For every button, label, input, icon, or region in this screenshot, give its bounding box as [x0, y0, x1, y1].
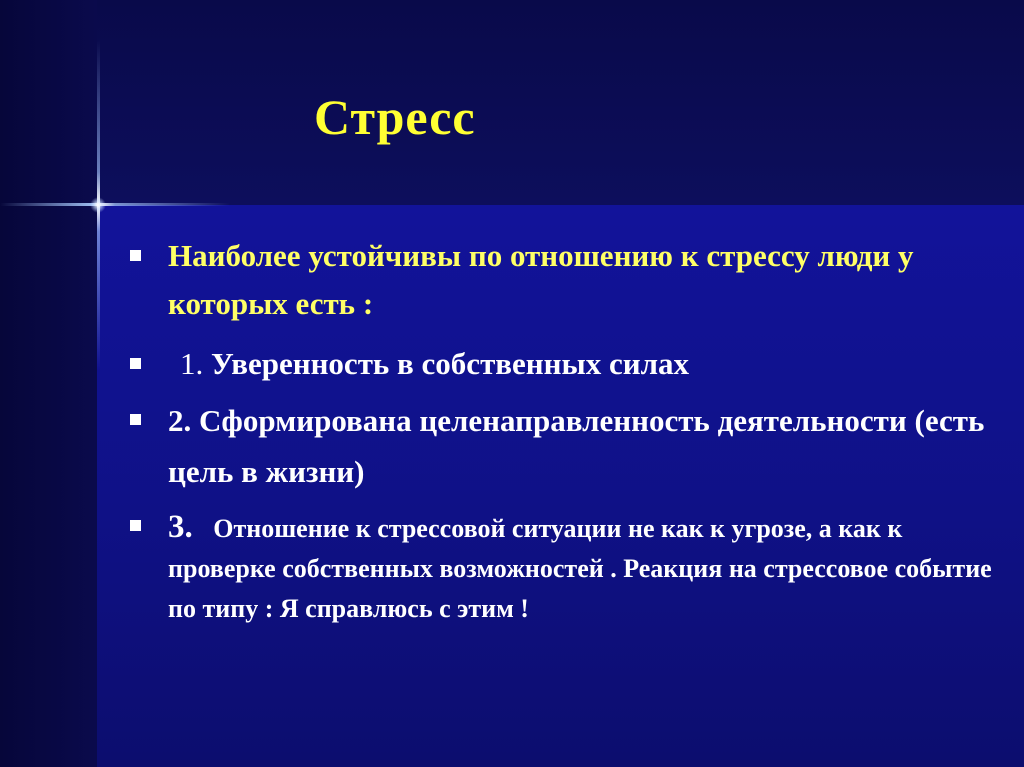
background-left-strip	[0, 0, 97, 767]
slide-title: Стресс	[314, 89, 476, 145]
bullet-list	[125, 232, 995, 629]
bullet-number: 3.	[168, 509, 193, 545]
bullet-item	[125, 232, 995, 328]
bullet-text: 2. Сформирована целенаправленность деятельности (есть цель в жизни)	[168, 403, 985, 489]
light-flare-icon	[90, 197, 106, 213]
bullet-text: Отношение к стрессовой ситуации не как к угрозе, а как к проверке собственных возможностей . Реакция на стрессовое событие по типу : Я справлюсь с этим !	[168, 514, 992, 623]
bullet-text: Наиболее устойчивы по отношению к стрессу люди у которых есть :	[168, 238, 914, 321]
bullet-item	[125, 340, 995, 388]
background-title-band	[97, 0, 1024, 205]
square-bullet-icon	[130, 250, 141, 261]
light-flare-horizontal	[0, 203, 230, 206]
square-bullet-icon	[130, 414, 141, 425]
bullet-item	[125, 507, 995, 629]
square-bullet-icon	[130, 520, 141, 531]
square-bullet-icon	[130, 358, 141, 369]
bullet-item	[125, 395, 995, 497]
bullet-number: 1.	[180, 346, 204, 381]
bullet-text: Уверенность в собственных силах	[211, 346, 689, 381]
